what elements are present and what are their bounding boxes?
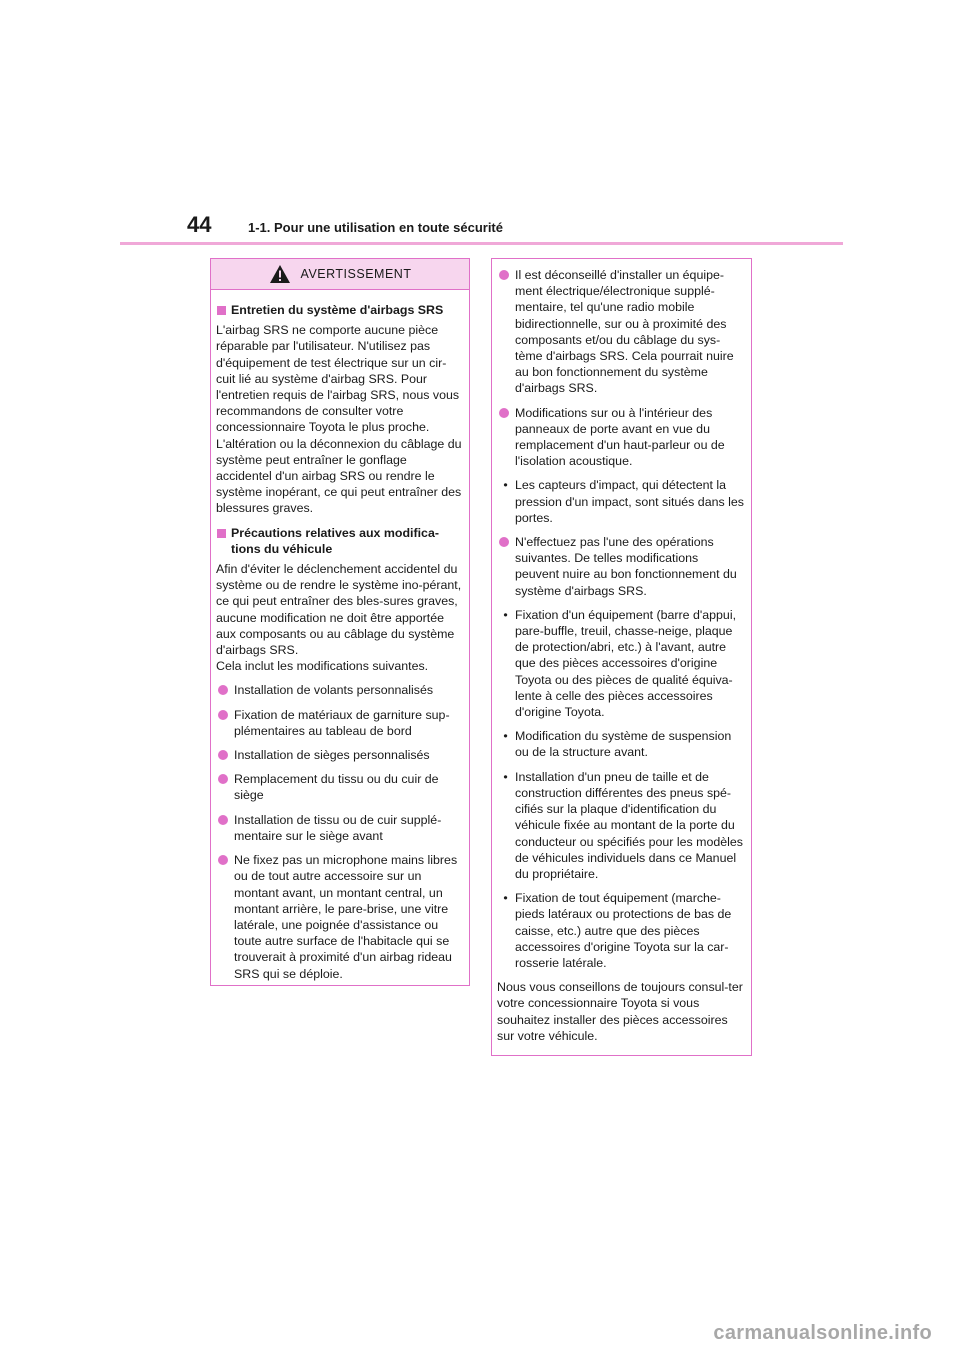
list-item-text: Modifications sur ou à l'intérieur des panneaux de porte avant en vue du remplacement d'un haut-parleur ou de l'isolation acoustique. (515, 405, 725, 469)
list-item-text: Ne fixez pas un microphone mains libres ou de tout autre accessoire sur un montant avant, un montant central, un montant arrière, le pare-brise, une vitre latérale, une poignée d'assistance ou toute autre surface de l'habitacle qui se trouverait à proximité d'un airbag rideau SRS qui se déploie. (234, 853, 458, 981)
circle-bullet-icon (499, 408, 509, 418)
sub-list-item (497, 890, 745, 971)
closing-paragraph: Nous vous conseillons de toujours consul-ter votre concessionnaire Toyota si vous souhaitez installer des pièces accessoires sur votre véhicule. (497, 980, 743, 1043)
sub-list-item (497, 728, 745, 760)
circle-bullet-icon (218, 815, 228, 825)
list-item-text: Modification du système de suspension ou de la structure avant. (515, 729, 732, 760)
circle-bullet-icon (218, 685, 228, 695)
page-number: 44 (187, 212, 212, 237)
warning-box (210, 258, 470, 986)
list-item (497, 534, 745, 599)
square-bullet-icon (217, 529, 226, 538)
circle-bullet-icon (218, 710, 228, 720)
warning-title: AVERTISSEMENT (300, 267, 412, 281)
section-heading-text: Entretien du système d'airbags SRS (231, 303, 444, 317)
list-item-text: Installation de sièges personnalisés (234, 748, 430, 763)
paragraph-text: Afin d'éviter le déclenchement accidentel du système ou de rendre le système ino-pérant, ce qui peut entraîner des bles-sures graves, aucune modification ne doit être apportée aux composants ou au câblage du système d'airbags SRS. (216, 562, 462, 658)
section-heading-text: Précautions relatives aux modifica-tions du véhicule (231, 525, 439, 556)
circle-bullet-icon (499, 537, 509, 547)
list-item-text: N'effectuez pas l'une des opérations suivantes. De telles modifications peuvent nuire au bon fonctionnement du système d'airbags SRS. (515, 535, 737, 598)
list-item (216, 707, 463, 739)
sub-list-item (497, 607, 745, 720)
list-item-text: Installation de volants personnalisés (234, 683, 434, 698)
list-item-text: Fixation d'un équipement (barre d'appui, pare-buffle, treuil, chasse-neige, plaque de protection/abri, etc.) à l'avant, autre que des pièces accessoires d'origine Toyota ou des pièces de qualité équiva-lente à celle des pièces accessoires d'origine Toyota. (515, 607, 737, 720)
list-item (497, 405, 745, 470)
dot-bullet-icon: • (503, 891, 508, 906)
warning-triangle-icon (269, 264, 291, 284)
circle-bullet-icon (218, 774, 228, 784)
dot-bullet-icon: • (503, 478, 508, 493)
list-item-text: Installation d'un pneu de taille et de construction différentes des pneus spé-cifiés sur la plaque d'identification du véhicule fixée au montant de la porte du conducteur ou spécifiés pour les modèles de véhicules individuels dans ce Manuel du propriétaire. (515, 769, 743, 881)
list-item (216, 812, 463, 844)
section-heading-modifications (216, 525, 463, 557)
section-paragraph: L'airbag SRS ne comporte aucune pièce réparable par l'utilisateur. N'utilisez pas d'équipement de test électrique sur un cir-cuit lié au système d'airbag SRS. Pour l'entretien requis de l'airbag SRS, nous vous recommandons de consulter votre concessionnaire Toyota le plus proche. L'altération ou la déconnexion du câblage du système peut entraîner le gonflage accidentel d'un airbag SRS ou rendre le système inopérant, ce qui peut entraîner des blessures graves. (216, 323, 462, 516)
circle-bullet-icon (499, 270, 509, 280)
warning-continued-box (491, 258, 752, 1056)
sub-list-item (497, 477, 745, 526)
list-item (216, 747, 463, 763)
list-item-text: Installation de tissu ou de cuir supplé-mentaire sur le siège avant (234, 812, 442, 843)
paragraph-text: Cela inclut les modifications suivantes. (216, 659, 429, 674)
list-item (216, 682, 463, 698)
watermark: carmanualsonline.info (713, 1322, 932, 1344)
warning-header (211, 259, 469, 290)
list-item-text: Fixation de matériaux de garniture sup-plémentaires au tableau de bord (234, 707, 450, 738)
list-item-text: Fixation de tout équipement (marche-pieds latéraux ou protections de bas de caisse, etc.) autre que des pièces accessoires d'origine Toyota sur la car-rosserie latérale. (515, 891, 732, 970)
dot-bullet-icon: • (503, 729, 508, 744)
circle-bullet-icon (218, 855, 228, 865)
square-bullet-icon (217, 306, 226, 315)
dot-bullet-icon: • (503, 769, 508, 784)
sub-list-item (497, 769, 745, 882)
section-heading-srs-maintenance (216, 302, 463, 318)
header-rule (120, 242, 843, 245)
list-item (216, 852, 463, 982)
section-paragraph (216, 561, 463, 674)
list-item (497, 267, 745, 397)
list-item-text: Il est déconseillé d'installer un équipe-ment électrique/électronique supplé-mentaire, tel qu'une radio mobile bidirectionnelle, sur ou à proximité des composants et/ou du câblage du sys-tème d'airbags SRS. Cela pourrait nuire au bon fonctionnement du système d'airbags SRS. (515, 268, 734, 396)
list-item-text: Remplacement du tissu ou du cuir de siège (234, 772, 439, 803)
section-title: 1-1. Pour une utilisation en toute sécurité (248, 220, 503, 235)
list-item-text: Les capteurs d'impact, qui détectent la pression d'un impact, sont situés dans les portes. (515, 478, 744, 525)
dot-bullet-icon: • (503, 607, 508, 622)
list-item (216, 771, 463, 803)
circle-bullet-icon (218, 750, 228, 760)
